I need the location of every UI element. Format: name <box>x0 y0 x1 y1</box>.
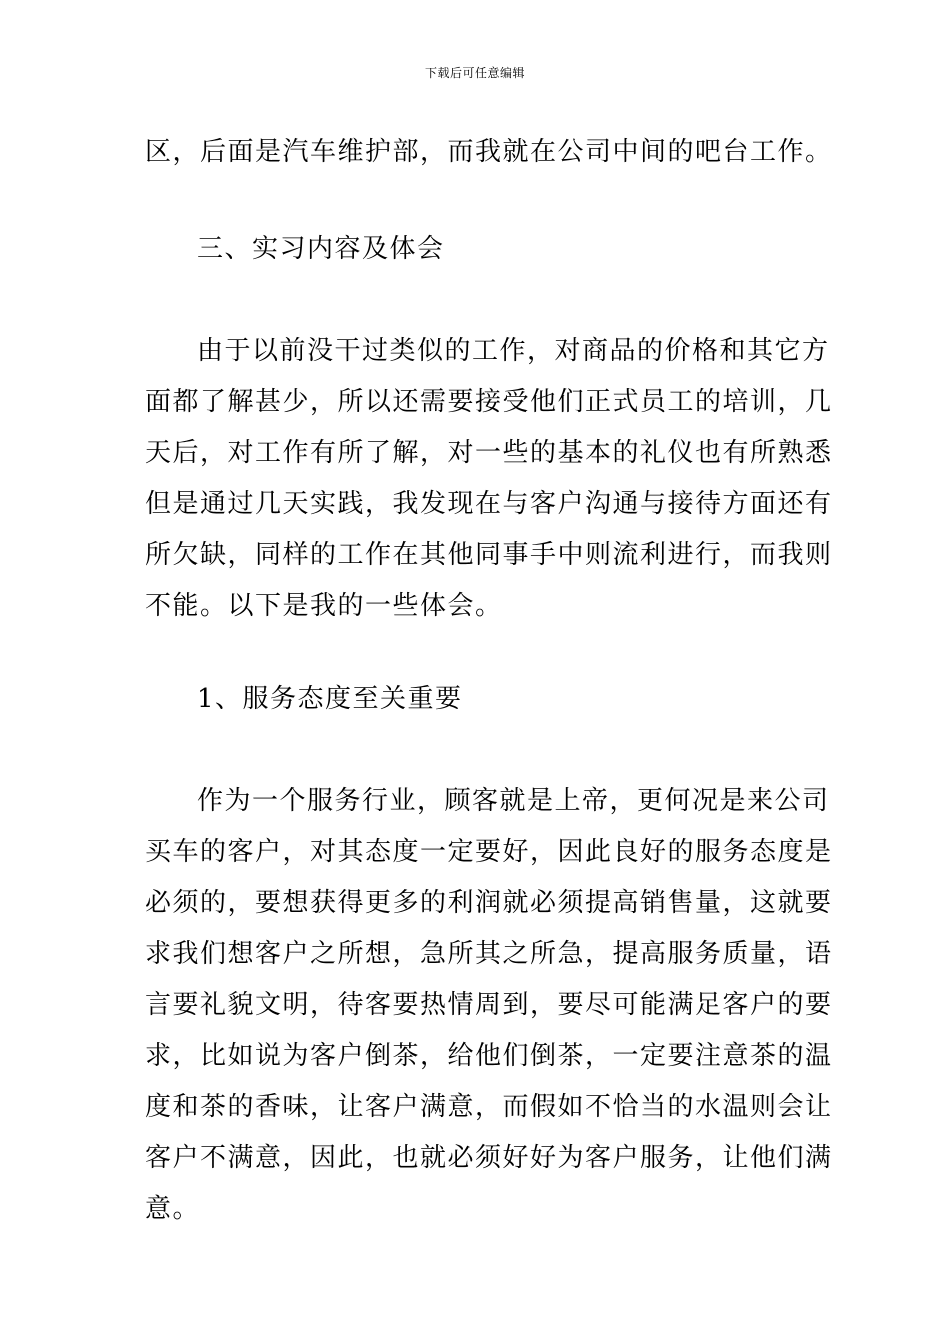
header-note: 下载后可任意编辑 <box>424 66 525 80</box>
subheading-1 <box>145 674 809 725</box>
text-line: 由于以前没干过类似的工作，对商品的价格和其它方 <box>197 336 830 366</box>
section-heading-text: 三、实习内容及体会 <box>197 234 445 264</box>
section-heading <box>145 224 809 275</box>
text-line: 意。 <box>145 1194 201 1224</box>
text-line: 作为一个服务行业，顾客就是上帝，更何况是来公司 <box>197 786 830 816</box>
continuation-text <box>145 127 833 178</box>
text-line: 但是通过几天实践，我发现在与客户沟通与接待方面还有 <box>145 489 833 519</box>
text-line: 区，后面是汽车维护部，而我就在公司中间的吧台工作。 <box>145 137 833 167</box>
text-line: 买车的客户，对其态度一定要好，因此良好的服务态度是 <box>145 837 833 867</box>
paragraph-1 <box>145 326 833 632</box>
text-line: 必须的，要想获得更多的利润就必须提高销售量，这就要 <box>145 888 833 918</box>
subheading-text: 1、服务态度至关重要 <box>197 684 463 714</box>
text-line: 客户不满意，因此，也就必须好好为客户服务，让他们满 <box>145 1143 833 1173</box>
paragraph-2 <box>145 776 833 1235</box>
text-line: 求，比如说为客户倒茶，给他们倒茶，一定要注意茶的温 <box>145 1041 833 1071</box>
text-line: 求我们想客户之所想，急所其之所急，提高服务质量，语 <box>145 939 833 969</box>
text-line: 不能。以下是我的一些体会。 <box>145 591 503 621</box>
text-line: 度和茶的香味，让客户满意，而假如不恰当的水温则会让 <box>145 1092 833 1122</box>
text-line: 所欠缺，同样的工作在其他同事手中则流利进行，而我则 <box>145 540 833 570</box>
text-line: 言要礼貌文明，待客要热情周到，要尽可能满足客户的要 <box>145 990 833 1020</box>
text-line: 天后，对工作有所了解，对一些的基本的礼仪也有所熟悉 <box>145 438 833 468</box>
text-line: 面都了解甚少，所以还需要接受他们正式员工的培训，几 <box>145 387 833 417</box>
